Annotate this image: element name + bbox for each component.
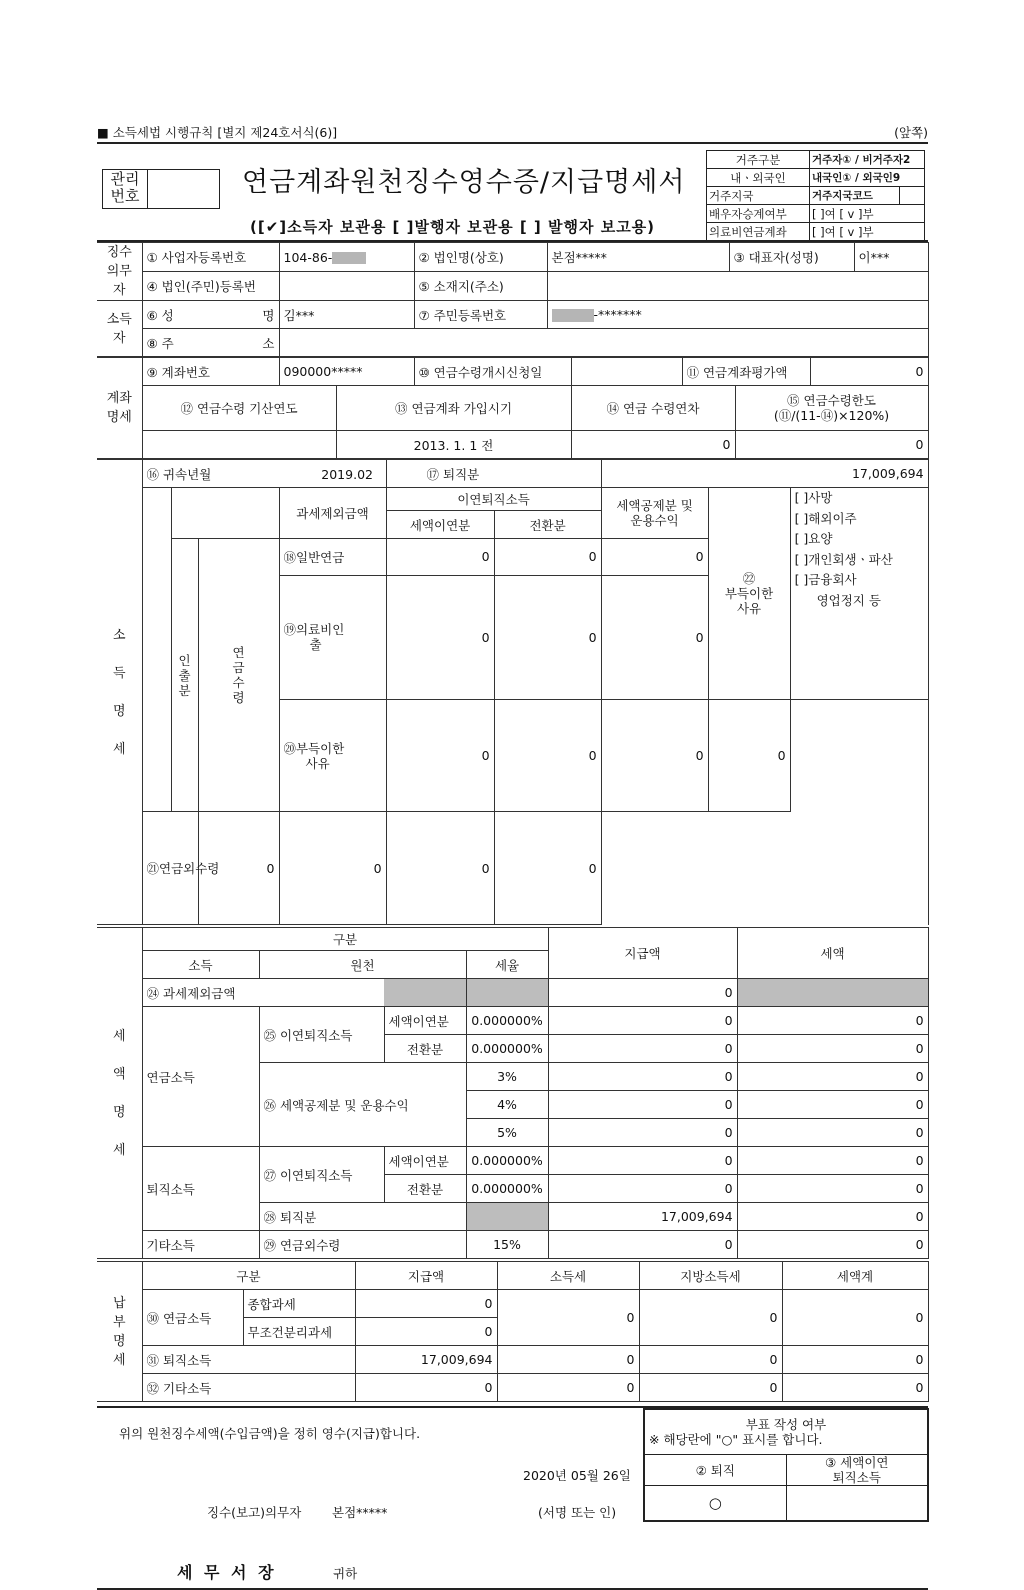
form-page	[97, 122, 928, 1590]
corporate-name: 본점*****	[547, 243, 729, 272]
honorific: 귀하	[333, 1566, 358, 1581]
residence-country-code[interactable]	[900, 187, 925, 205]
earner-address	[279, 329, 928, 357]
pension-limit-value: 0	[735, 431, 928, 459]
receipt-area	[97, 1408, 928, 1558]
attachment-header: 부표 작성 여부 ※ 해당란에 "○" 표시를 합니다.	[644, 1409, 928, 1455]
law-reference: ■ 소득세법 시행규칙 [별지 제24호서식(6)]	[97, 125, 338, 140]
management-number-input[interactable]	[148, 170, 219, 208]
row19-label: ⑲의료비인 출	[279, 575, 386, 699]
addressee-line	[97, 1558, 928, 1590]
deduction-header: 세액공제분 및 운용수익	[601, 488, 708, 539]
check-mark: ✔	[265, 218, 280, 236]
unavoidable-reasons: [ ]사망 [ ]해외이주 [ ]요양 [ ]개인회생ㆍ파산 [ ]금융회사 영업정지 등	[790, 488, 928, 700]
residency-box: 거주구분 거주자① / 비거주자2 내ㆍ외국인 내국인① / 외국인9 거주지국 거주지국코드 배우자승계여부 [ ]여 [ v ]부 의료비연금계좌 [ ]여 [ v ]부	[706, 150, 925, 241]
attachment-box: 부표 작성 여부 ※ 해당란에 "○" 표시를 합니다. ② 퇴직 ③ 세액이연 퇴직소득 ○	[643, 1408, 929, 1522]
earner-section-label: 소득자	[97, 301, 142, 357]
form-header	[97, 122, 928, 142]
title-area	[97, 144, 928, 240]
payment-detail-table: 납 부 명 세 구분 지급액 소득세 지방소득세 세액계 ㉚ 연금소득 종합과세 0 0 0 0 무조건분리과세 0 ㉛ 퇴직소득 17,009,694 0 0 0 ㉜ 기타소득 0 0 0 0	[97, 1261, 929, 1402]
tax-section-label: 세 액 명 세	[97, 928, 142, 1259]
other-income-label: 기타소득	[142, 1231, 259, 1259]
management-number-label: 관리 번호	[103, 170, 148, 208]
account-table: 계좌 명세 ⑨ 계좌번호 090000***** ⑩ 연금수령개시신청일 ⑪ 연금계좌평가액 0 ⑫ 연금수령 기산연도 ⑬ 연금계좌 가입시기 ⑭ 연금 수령연차 ⑮ 연금수령한도 (⑪/(11-⑭)×120%) 2013. 1. 1 전 0 0	[97, 357, 929, 459]
receipt-date: 2020년 05월 26일	[523, 1468, 631, 1483]
collector-label: 징수(보고)의무자	[207, 1505, 302, 1520]
pension-receipt-label: 연 금 수 령	[198, 539, 279, 812]
attribution-label: ⑯ 귀속년월 2019.02	[142, 460, 386, 488]
form-title: 연금계좌원천징수영수증/지급명세서	[242, 167, 686, 198]
join-date-value: 2013. 1. 1 전	[336, 431, 571, 459]
income-section-label: 소 득 명 세	[97, 460, 142, 925]
pension-start-date	[571, 358, 682, 386]
payer-section-label: 징수 의무자	[97, 243, 142, 301]
receipt-year-value: 0	[571, 431, 735, 459]
form-subtitle: ([✔]소득자 보관용 [ ]발행자 보관용 [ ] 발행자 보고용)	[250, 218, 656, 236]
retire-label: ⑰ 퇴직분	[386, 460, 601, 488]
income-detail-table: 소 득 명 세 ⑯ 귀속년월 2019.02 ⑰ 퇴직분 17,009,694 과세제외금액 이연퇴직소득 세액공제분 및 운용수익 ㉒ 부득이한 사유 [ ]사망 [ ]해외이주 [ ]요양 [ ]개인회생ㆍ파산 [ ]금융회사 영업정지 등 세액이연분 전환분 인 출 분 연 금 수 령 ⑱일반연금 0 0 0 ⑲의료비인 출 0 0 0 ⑳부득이한 사유 0 0 0 0 ㉑연금외수령 0 0 0 0	[97, 459, 929, 925]
account-number: 090000*****	[279, 358, 414, 386]
page-side: (앞쪽)	[894, 125, 928, 140]
withdrawal-label: 인 출 분	[171, 539, 198, 812]
unavoidable-reason-header: ㉒ 부득이한 사유	[708, 488, 790, 700]
tax-detail-table: 세 액 명 세 구분 지급액 세액 소득 원천 세율 ㉔ 과세제외금액 0 연금소득 ㉕ 이연퇴직소득 세액이연분 0.000000% 0 0 전환분 0.000000% 0 0 ㉖ 세액공제분 및 운용수익 3% 0 0 4% 0 0 5% 0 0 퇴직소득 ㉗ 이연퇴직소득 세액이연분 0.000000% 0 0 전환분 0.000000% 0 0 ㉘ 퇴직분 17,009,694 0 기타소득 ㉙ 연금외수령 15% 0 0	[97, 927, 929, 1259]
representative-name: 이***	[854, 243, 928, 272]
payer-address	[547, 272, 928, 301]
address-label: ⑧ 주 소	[142, 329, 279, 357]
earner-name: 김***	[279, 301, 414, 329]
deferred-header: ③ 세액이연 퇴직소득	[786, 1455, 928, 1486]
earner-rrn: -*******	[547, 301, 928, 329]
party-table: 징수 의무자 ① 사업자등록번호 104-86- ② 법인명(상호) 본점***** ③ 대표자(성명) 이*** ④ 법인(주민)등록번 ⑤ 소재지(주소) 소득자 ⑥ 성 명 김*** ⑦ 주민등록번호 -******* ⑧ 주 소	[97, 242, 929, 357]
retire-attach-mark[interactable]: ○	[644, 1486, 786, 1522]
pension-income-label: 연금소득	[142, 1007, 259, 1147]
payment-section-label: 납 부 명 세	[97, 1262, 142, 1402]
name-label: ⑥ 성 명	[142, 301, 279, 329]
tax-office: 세 무 서 장	[177, 1563, 277, 1582]
deferred-attach-mark[interactable]	[786, 1486, 928, 1522]
retire-income-label: 퇴직소득	[142, 1147, 259, 1231]
base-year-value	[142, 431, 336, 459]
business-number: 104-86-	[279, 243, 414, 272]
pension-limit-header: ⑮ 연금수령한도 (⑪/(11-⑭)×120%)	[735, 386, 928, 431]
management-number-box	[102, 169, 220, 209]
collector-value: 본점*****	[332, 1505, 388, 1520]
account-valuation: 0	[810, 358, 928, 386]
receipt-statement: 위의 원천징수세액(수입금액)을 정히 영수(지급)합니다.	[119, 1426, 421, 1441]
row20-label: ⑳부득이한 사유	[279, 699, 386, 812]
account-section-label: 계좌 명세	[97, 358, 142, 459]
corporate-registration	[279, 272, 414, 301]
retire-value: 17,009,694	[601, 460, 928, 488]
signature-label: (서명 또는 인)	[538, 1505, 617, 1520]
